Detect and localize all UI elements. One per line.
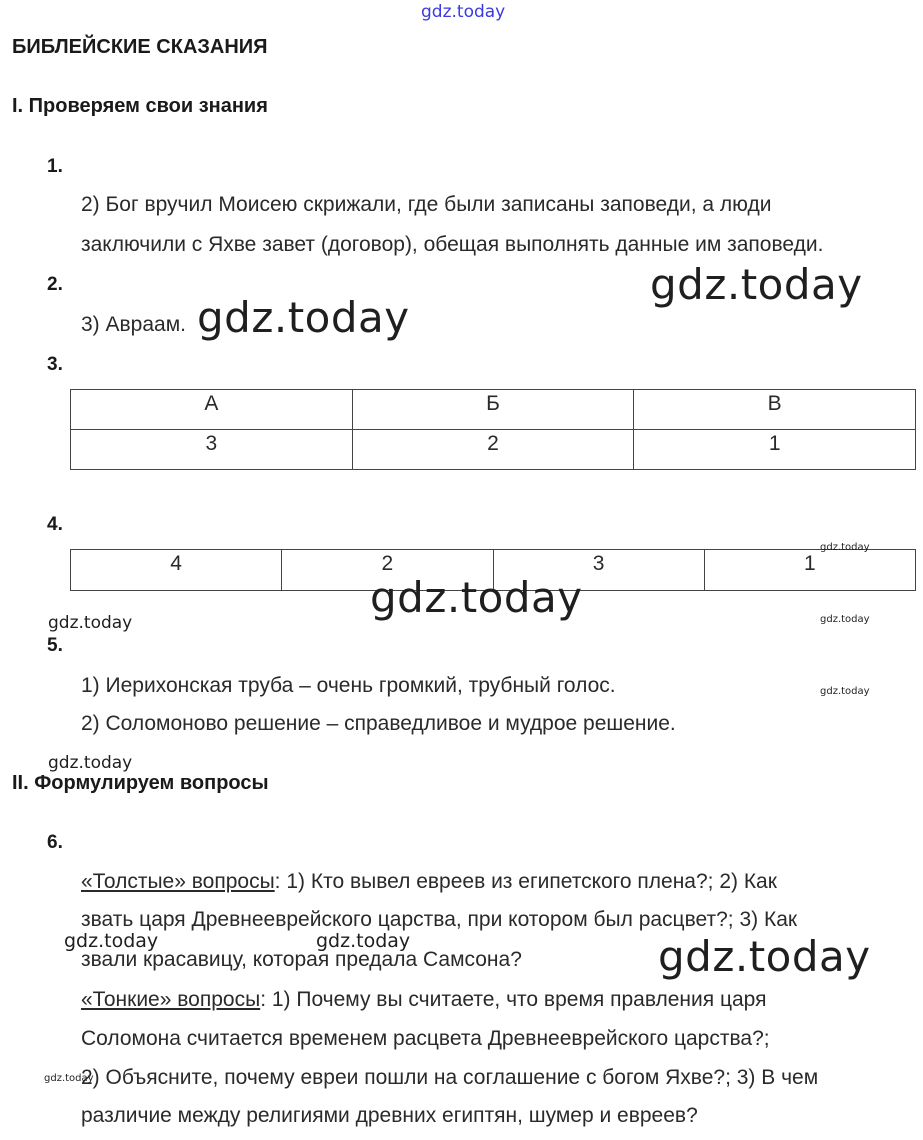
table-cell: 1 [704, 550, 915, 591]
table-header-cell: А [71, 390, 353, 430]
thin-questions-line-4: различие между религиями древних египтян, шумер и евреев? [81, 1104, 698, 1127]
table-cell: 2 [282, 550, 493, 591]
thin-questions-label: «Тонкие» вопросы [81, 988, 261, 1011]
question-number-5: 5. [47, 635, 63, 656]
answer-5-line-1: 1) Иерихонская труба – очень громкий, трубный голос. [81, 674, 616, 697]
watermark-small: gdz.today [820, 542, 870, 553]
question-number-1: 1. [47, 156, 63, 177]
table-cell: 1 [634, 430, 916, 470]
watermark-medium: gdz.today [48, 753, 133, 773]
watermark-small: gdz.today [820, 686, 870, 697]
watermark-medium: gdz.today [64, 930, 159, 952]
table-header-cell: Б [352, 390, 634, 430]
answer-1-line-1: 2) Бог вручил Моисею скрижали, где были записаны заповеди, а люди [81, 193, 772, 216]
thick-questions-label: «Толстые» вопросы [81, 870, 275, 893]
page-title: БИБЛЕЙСКИЕ СКАЗАНИЯ [12, 36, 268, 58]
thin-questions-line-3: 2) Объясните, почему евреи пошли на соглашение с богом Яхве?; 3) В чем [81, 1066, 819, 1089]
question-number-6: 6. [47, 832, 63, 853]
table-row [71, 390, 916, 430]
table-row [71, 430, 916, 470]
thick-questions-line-2: звать царя Древнееврейского царства, при котором был расцвет?; 3) Как [81, 908, 798, 931]
thick-questions-line-1 [81, 870, 777, 894]
answer-3-table [70, 389, 916, 470]
watermark-top: gdz.today [421, 2, 506, 22]
table-header-cell: В [634, 390, 916, 430]
table-cell: 3 [71, 430, 353, 470]
question-number-2: 2. [47, 274, 63, 295]
table-cell: 4 [71, 550, 282, 591]
section-heading-1: I. Проверяем свои знания [12, 95, 268, 117]
watermark-medium: gdz.today [316, 930, 411, 952]
thick-questions-line-3: звали красавицу, которая предала Самсона? [81, 948, 522, 971]
watermark-medium: gdz.today [48, 613, 133, 633]
thick-questions-text: : 1) Кто вывел евреев из египетского плена?; 2) Как [274, 870, 777, 893]
table-cell: 3 [493, 550, 704, 591]
section-heading-2: II. Формулируем вопросы [12, 772, 269, 794]
question-number-4: 4. [47, 514, 63, 535]
watermark-large: gdz.today [197, 293, 410, 342]
watermark-large: gdz.today [650, 260, 863, 309]
answer-2: 3) Авраам. [81, 313, 186, 336]
watermark-large: gdz.today [370, 573, 583, 622]
watermark-large: gdz.today [658, 932, 871, 981]
answer-5-line-2: 2) Соломоново решение – справедливое и мудрое решение. [81, 712, 676, 735]
question-number-3: 3. [47, 354, 63, 375]
watermark-small: gdz.today [820, 614, 870, 625]
table-cell: 2 [352, 430, 634, 470]
thin-questions-line-1 [81, 988, 766, 1012]
thin-questions-text: : 1) Почему вы считаете, что время правления царя [260, 988, 767, 1011]
answer-1-line-2: заключили с Яхве завет (договор), обещая выполнять данные им заповеди. [81, 233, 824, 256]
watermark-small: gdz.today [44, 1073, 94, 1084]
thin-questions-line-2: Соломона считается временем расцвета Древнееврейского царства?; [81, 1027, 770, 1050]
